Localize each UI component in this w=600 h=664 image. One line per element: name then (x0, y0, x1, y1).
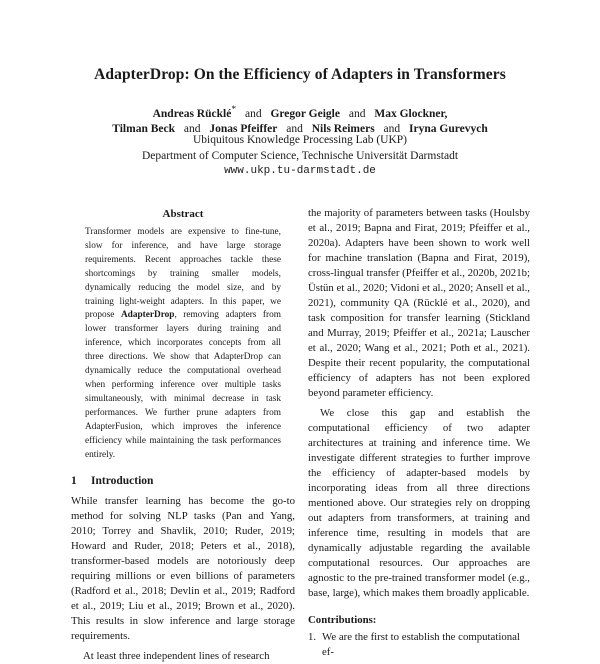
author-name: Iryna Gurevych (409, 123, 488, 136)
contributions-heading: Contributions: (308, 614, 377, 626)
author-separator: and (348, 107, 366, 120)
right-column (308, 206, 530, 660)
author-name: Nils Reimers (311, 123, 375, 136)
section-heading-introduction (71, 475, 295, 487)
list-number: 1. (308, 631, 317, 643)
abstract-heading: Abstract (162, 208, 204, 220)
affiliation-url[interactable]: www.ukp.tu-darmstadt.de (224, 165, 376, 177)
author-name: Andreas Rücklé (152, 107, 232, 120)
body-paragraph: the majority of parameters between tasks (Houlsby et al., 2019; Bapna and Firat, 2019; Pfeiffer et al., 2020a). Adapters have been shown to work well for machine translation (Bapna and Firat, 2019), cross-lingual transfer (Pfeiffer et al., 2020b, 2021b; Üstün et al., 2020; Vidoni et al., 2020; Ansell et al., 2021), community QA (Rücklé et al., 2020), and task composition for transfer learning (Stickland and Murray, 2019; Pfeiffer et al., 2021a; Lauscher et al., 2020; Wang et al., 2021; Poth et al., 2021). Despite their recent popularity, the computational efficiency of adapters has not been explored beyond parameter efficiency. (308, 207, 530, 399)
author-separator: and (183, 123, 201, 136)
paper-title: AdapterDrop: On the Efficiency of Adapters in Transformers (94, 66, 506, 83)
author-name: Gregor Geigle (270, 107, 340, 120)
affiliation-lab: Ubiquitous Knowledge Processing Lab (UKP) (192, 134, 407, 146)
affiliation-department: Department of Computer Science, Technische Universität Darmstadt (141, 149, 459, 162)
author-separator: and (244, 107, 262, 120)
affiliation-block (0, 133, 600, 180)
author-line-1 (0, 102, 600, 122)
abstract-text-part: , removing adapters from lower transformer layers during training and inference, which incorporates concepts from all three directions. We show that AdapterDrop can dynamically reduce the computational overhead when performing inference over multiple tasks simultaneously, with minimal decrease in task performances. We further prune adapters from AdapterFusion, which improves the inference efficiency while maintaining the task performances entirely. (85, 310, 281, 460)
contribution-text: We are the first to establish the computational ef- (322, 631, 520, 658)
author-name: Jonas Pfeiffer (209, 123, 278, 136)
intro-paragraph: At least three independent lines of research (83, 650, 270, 663)
author-separator: and (383, 123, 401, 136)
author-separator: and (286, 123, 303, 136)
section-number: 1 (71, 475, 77, 488)
abstract-text-part: Transformer models are expensive to fine-tune, slow for inference, and have large storage requirements. Recent approaches tackle these shortcomings by training smaller models, dynamically reducing the model size, and by training light-weight adapters. In this paper, we propose (85, 227, 281, 321)
abstract-method-name: AdapterDrop (120, 310, 175, 321)
author-name: Max Glockner, (374, 107, 448, 120)
body-paragraph: We close this gap and establish the computational efficiency of two adapter architectures at training and inference time. We investigate different strategies to further improve the efficiency of adapter-based models by incorporating ideas from all three directions mentioned above. Our strategies rely on dropping out adapters from transformers, at training and inference time, resulting in models that are dynamically adjustable regarding the available computational resources. Our approaches are agnostic to the pre-trained transformer model (e.g., base, large), which makes them broadly applicable. (308, 407, 530, 599)
left-column (71, 208, 295, 664)
intro-paragraph: While transfer learning has become the go-to method for solving NLP tasks (Pan and Yang, 2010; Torrey and Shavlik, 2010; Ruder, 2019; Howard and Ruder, 2018; Peters et al., 2018), transformer-based models are notoriously deep requiring millions or even billions of parameters (Radford et al., 2018; Devlin et al., 2019; Radford et al., 2019; Liu et al., 2019; Brown et al., 2020). This results in slow inference and large storage requirements. (71, 495, 295, 643)
author-name: Tilman Beck (112, 123, 175, 136)
contribution-item (308, 630, 530, 660)
section-title: Introduction (91, 475, 154, 488)
abstract-text (85, 226, 281, 462)
footnote-mark: * (231, 104, 237, 115)
